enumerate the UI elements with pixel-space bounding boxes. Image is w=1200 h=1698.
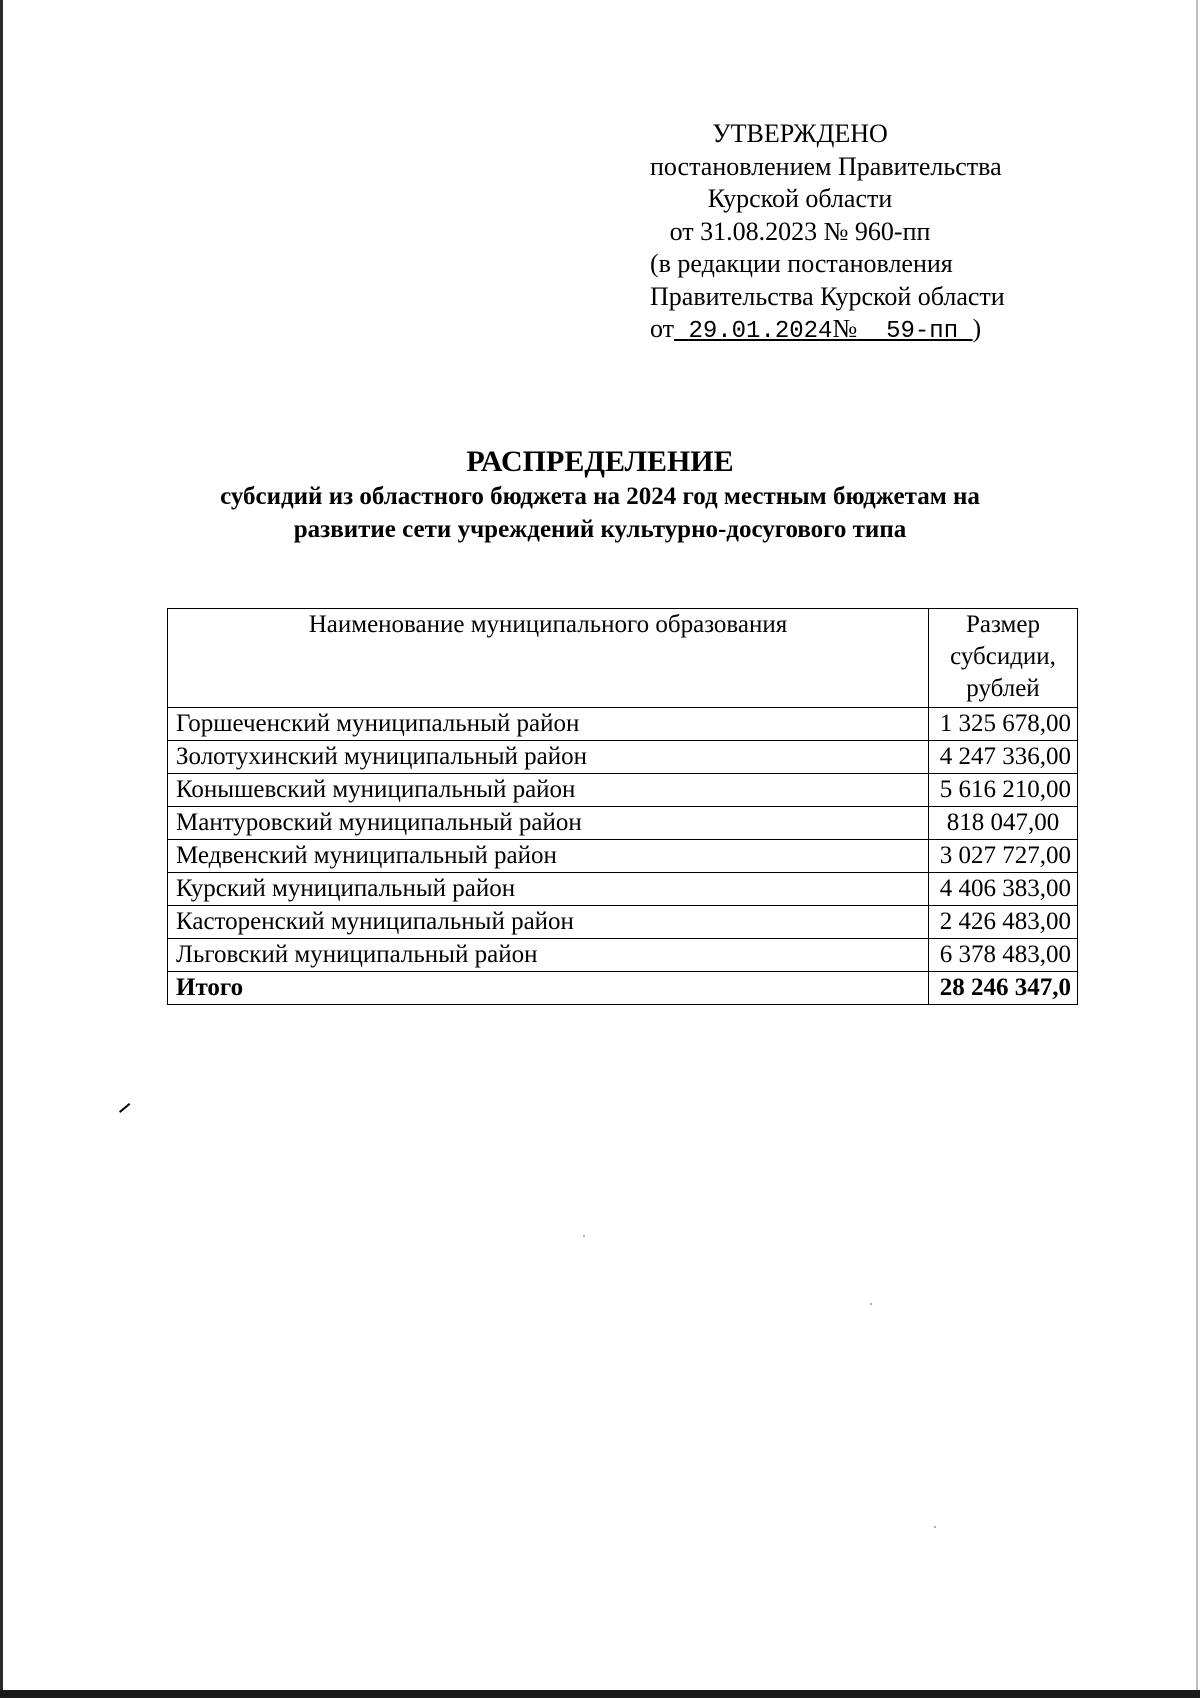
table-row [168, 807, 1078, 840]
approval-line: (в редакции постановления [650, 249, 953, 278]
municipality-name: Курский муниципальный район [168, 873, 929, 906]
municipality-name: Льговский муниципальный район [168, 939, 929, 972]
subsidy-amount: 5 616 210,00 [929, 774, 1078, 807]
table-total-row [168, 972, 1078, 1005]
table-row [168, 774, 1078, 807]
table-row [168, 708, 1078, 741]
subsidy-amount: 4 247 336,00 [929, 741, 1078, 774]
table-row [168, 873, 1078, 906]
scan-edge-right [1196, 0, 1198, 1698]
ref-no-sign: № [832, 314, 858, 343]
municipality-name: Касторенский муниципальный район [168, 906, 929, 939]
table-header-row [168, 609, 1078, 708]
document-title: РАСПРЕДЕЛЕНИЕ [466, 445, 734, 478]
approval-heading: УТВЕРЖДЕНО [712, 119, 888, 148]
subtitle-line: субсидий из областного бюджета на 2024 год местным бюджетам на [220, 483, 980, 510]
subsidy-amount: 4 406 383,00 [929, 873, 1078, 906]
ref-prefix: от [650, 314, 675, 343]
scan-edge-left [0, 0, 3, 1698]
scan-speck [870, 1303, 872, 1305]
subsidy-amount: 818 047,00 [929, 807, 1078, 840]
amendment-reference [650, 313, 982, 349]
table-row [168, 741, 1078, 774]
subsidy-amount: 1 325 678,00 [929, 708, 1078, 741]
approval-line: Правительства Курской области [650, 281, 1005, 311]
subsidy-amount: 3 027 727,00 [929, 840, 1078, 873]
approval-line: Курской области [707, 184, 893, 213]
municipality-name: Горшеченский муниципальный район [168, 708, 929, 741]
table-row [168, 939, 1078, 972]
scan-speck [934, 1526, 936, 1528]
municipality-name: Золотухинский муниципальный район [168, 741, 929, 774]
municipality-name: Медвенский муниципальный район [168, 840, 929, 873]
approval-line: постановлением Правительства [650, 151, 1002, 181]
total-label: Итого [168, 972, 929, 1005]
subsidy-amount: 2 426 483,00 [929, 906, 1078, 939]
ref-date: 29.01.2024 [688, 318, 833, 345]
total-amount: 28 246 347,0 [929, 972, 1078, 1005]
table-row [168, 840, 1078, 873]
header-name: Наименование муниципального образования [168, 609, 929, 708]
table-row [168, 906, 1078, 939]
subsidy-amount: 6 378 483,00 [929, 939, 1078, 972]
ref-close: ) [972, 314, 982, 343]
municipality-name: Конышевский муниципальный район [168, 774, 929, 807]
approval-block [650, 118, 1005, 349]
ref-number: 59-пп [886, 318, 959, 345]
document-subtitle [150, 480, 1050, 546]
subsidy-table [167, 608, 1078, 1005]
municipality-name: Мантуровский муниципальный район [168, 807, 929, 840]
scan-edge-bottom [0, 1690, 1200, 1698]
header-amount: Размер субсидии, рублей [929, 609, 1078, 708]
scan-speck [583, 1235, 585, 1237]
approval-original-reference: от 31.08.2023 № 960-пп [669, 216, 931, 246]
subtitle-line: развитие сети учреждений культурно-досугового типа [293, 516, 907, 543]
pen-mark [119, 1103, 130, 1113]
